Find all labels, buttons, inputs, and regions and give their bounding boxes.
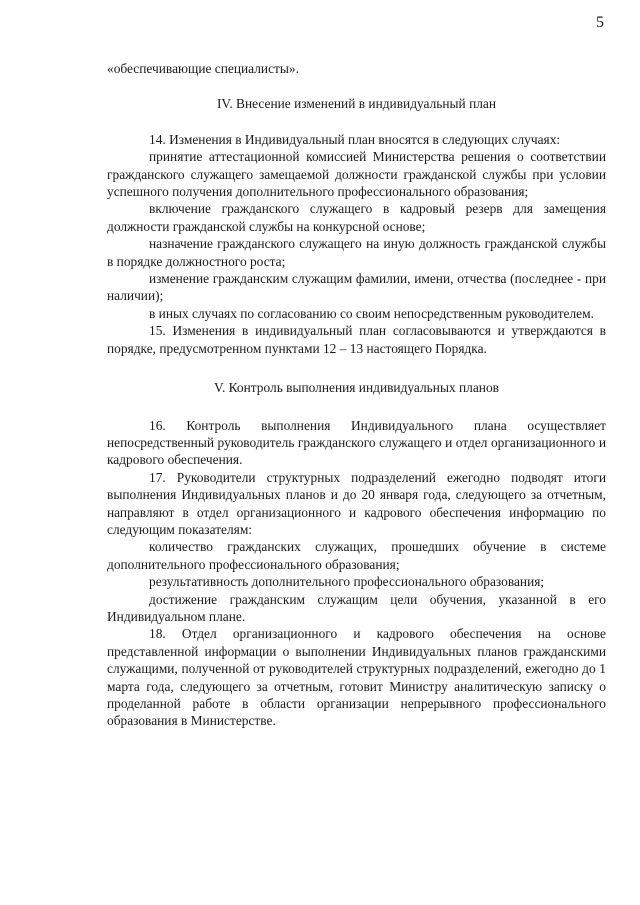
section-4-heading: IV. Внесение изменений в индивидуальный план [216,96,497,112]
paragraph-16: 16. Контроль выполнения Индивидуального плана осуществляет непосредственный руководитель гражданского служащего и отдел организационного и кадрового обеспечения. [107,417,606,468]
list-item-reserve: включение гражданского служащего в кадровый резерв для замещения должности гражданской службы на конкурсной основе; [107,201,606,234]
list-item-goal-achievement: достижение гражданским служащим цели обучения, указанной в его Индивидуальном плане. [107,591,606,624]
section-5-heading: V. Контроль выполнения индивидуальных планов [214,380,499,396]
document-body [107,60,606,730]
paragraph-15: 15. Изменения в индивидуальный план согласовываются и утверждаются в порядке, предусмотренном пунктами 12 – 13 настоящего Порядка. [107,323,606,356]
list-item-attestation: принятие аттестационной комиссией Министерства решения о соответствии гражданского служащего замещаемой должности гражданской службы при условии успешного получения дополнительного профессионального образования; [107,149,606,200]
continuation-text: «обеспечивающие специалисты». [107,61,299,76]
paragraph-14: 14. Изменения в Индивидуальный план вносятся в следующих случаях: [149,131,561,147]
list-item-appointment: назначение гражданского служащего на иную должность гражданской службы в порядке должностного роста; [107,236,606,269]
page-number: 5 [596,14,604,31]
paragraph-18: 18. Отдел организационного и кадрового обеспечения на основе представленной информации о выполнении Индивидуальных планов гражданскими служащими, полученной от руководителей структурных подразделений, ежегодно до 1 марта года, следующего за отчетным, готовит Министру аналитическую записку о проделанной работе в области организации непрерывного профессионального образования в Министерстве. [107,626,606,729]
list-item-count: количество гражданских служащих, прошедших обучение в системе дополнительного профессионального образования; [107,539,606,572]
list-item-name-change: изменение гражданским служащим фамилии, имени, отчества (последнее - при наличии); [107,271,606,304]
list-item-other-cases: в иных случаях по согласованию со своим непосредственным руководителем. [149,305,594,321]
paragraph-17: 17. Руководители структурных подразделений ежегодно подводят итоги выполнения Индивидуальных планов и до 20 января года, следующего за отчетным, направляют в отдел организационного и кадрового обеспечения информацию по следующим показателям: [107,469,606,537]
list-item-effectiveness: результативность дополнительного профессионального образования; [149,574,545,590]
